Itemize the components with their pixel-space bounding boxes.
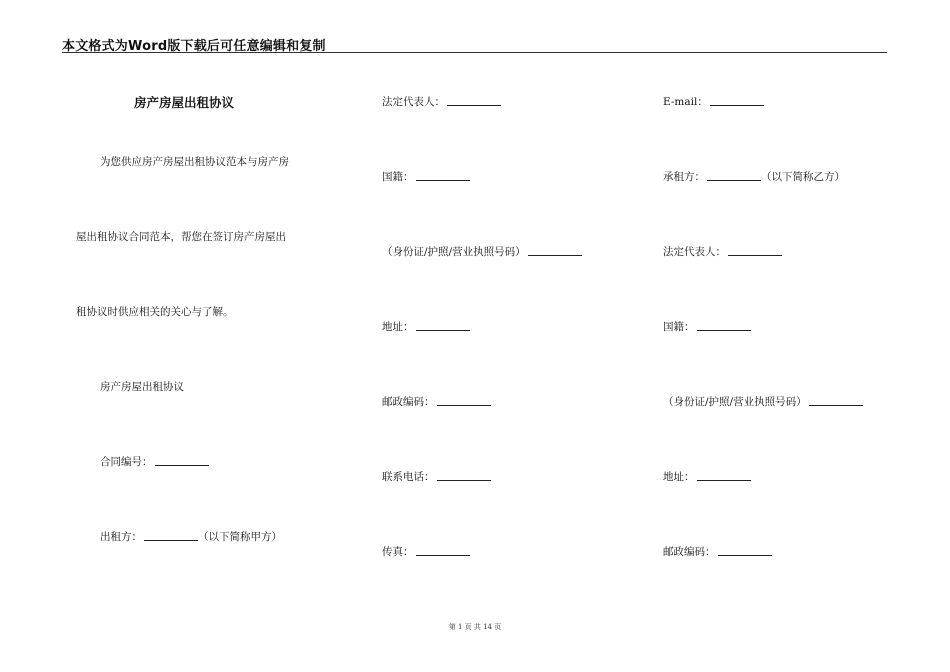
nationality-field-b (663, 319, 751, 334)
legal-rep-blank-a (447, 96, 501, 106)
lessee-field (663, 169, 845, 184)
phone-field-a (382, 469, 491, 484)
address-field-a (382, 319, 470, 334)
postcode-field-b (663, 544, 772, 559)
postcode-blank-b (718, 546, 772, 556)
nationality-field-a (382, 169, 470, 184)
fax-field-a (382, 544, 470, 559)
fax-label-a: 传真： (382, 546, 414, 558)
intro-line-1: 为您供应房产房屋出租协议范本与房产房 (100, 156, 289, 168)
address-blank-a (416, 321, 470, 331)
legal-rep-blank-b (728, 246, 782, 256)
id-doc-label-a: （身份证/护照/营业执照号码） (382, 246, 526, 258)
lessee-suffix: （以下简称乙方） (761, 171, 845, 183)
id-doc-blank-b (809, 396, 863, 406)
page-number: 第 1 页 共 14 页 (448, 623, 502, 631)
postcode-blank-a (437, 396, 491, 406)
address-label-a: 地址： (382, 321, 414, 333)
phone-label-a: 联系电话： (382, 471, 435, 483)
header-divider (62, 52, 887, 53)
lessor-label: 出租方： (100, 531, 142, 543)
id-doc-blank-a (528, 246, 582, 256)
id-doc-field-b (663, 394, 863, 409)
intro-line-3: 租协议时供应相关的关心与了解。 (76, 306, 234, 318)
intro-line-2: 屋出租协议合同范本，帮您在签订房产房屋出 (76, 231, 286, 243)
email-field (663, 94, 764, 109)
lessee-blank (707, 171, 761, 181)
document-title: 房产房屋出租协议 (134, 95, 235, 110)
nationality-blank-b (697, 321, 751, 331)
fax-blank-a (416, 546, 470, 556)
contract-number-field (100, 454, 209, 469)
address-field-b (663, 469, 751, 484)
postcode-field-a (382, 394, 491, 409)
lessor-field (100, 529, 282, 544)
nationality-blank-a (416, 171, 470, 181)
legal-rep-field-a (382, 94, 501, 109)
legal-rep-field-b (663, 244, 782, 259)
lessor-blank (144, 531, 198, 541)
postcode-label-a: 邮政编码： (382, 396, 435, 408)
email-blank (710, 96, 764, 106)
phone-blank-a (437, 471, 491, 481)
section-subtitle: 房产房屋出租协议 (100, 381, 184, 393)
legal-rep-label-a: 法定代表人： (382, 96, 445, 108)
contract-number-label: 合同编号： (100, 456, 153, 468)
legal-rep-label-b: 法定代表人： (663, 246, 726, 258)
email-label: E-mail： (663, 96, 708, 108)
nationality-label-b: 国籍： (663, 321, 695, 333)
address-label-b: 地址： (663, 471, 695, 483)
lessee-label: 承租方： (663, 171, 705, 183)
contract-number-blank (155, 456, 209, 466)
postcode-label-b: 邮政编码： (663, 546, 716, 558)
nationality-label-a: 国籍： (382, 171, 414, 183)
header-text: 本文格式为Word版下载后可任意编辑和复制 (62, 39, 326, 54)
address-blank-b (697, 471, 751, 481)
id-doc-label-b: （身份证/护照/营业执照号码） (663, 396, 807, 408)
lessor-suffix: （以下简称甲方） (198, 531, 282, 543)
id-doc-field-a (382, 244, 582, 259)
